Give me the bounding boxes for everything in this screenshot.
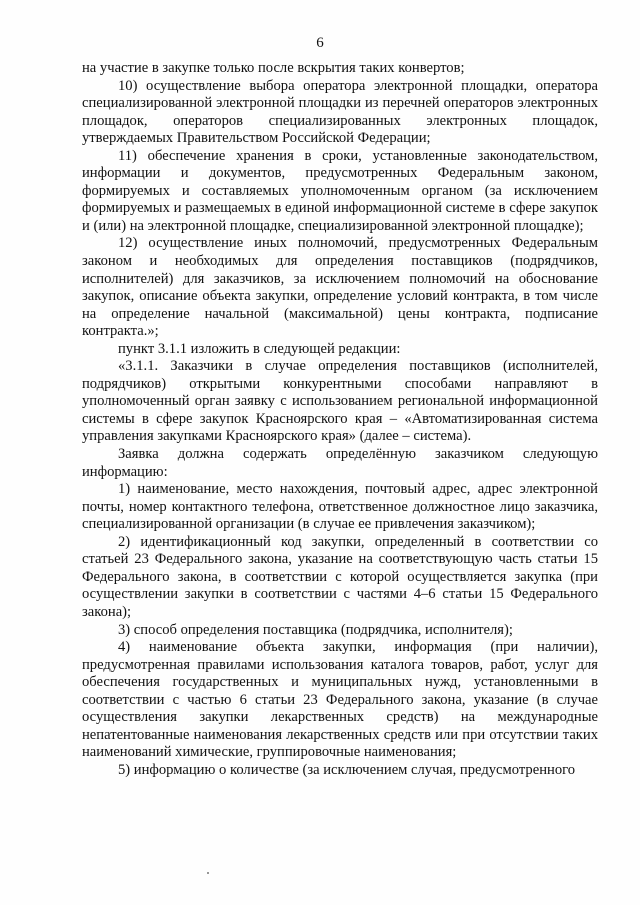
paragraph-item-12: 12) осуществление иных полномочий, предусмотренных Федеральным законом и необходимых для определения поставщиков (подрядчиков, исполнителей) для заказчиков, за исключением полномочий на обоснование закупок, описание объекта закупки, определение условий контракта, в том числе на определение начальной (максимальной) цены контракта, подписание контракта.»; <box>82 235 598 340</box>
paragraph-continuation: на участие в закупке только после вскрытия таких конвертов; <box>82 60 465 76</box>
paragraph-list-item-2: 2) идентификационный код закупки, определенный в соответствии со статьей 23 Федерального закона, указание на соответствующую часть статьи 15 Федерального закона, в соответствии с которой осуществляется закупка (при осуществлении закупки в соответствии с частями 4–6 статьи 15 Федерального закона); <box>82 533 598 620</box>
paragraph-list-item-5: 5) информацию о количестве (за исключением случая, предусмотренного <box>118 761 576 778</box>
document-body <box>82 60 598 779</box>
paragraph-3-1-1: «3.1.1. Заказчики в случае определения поставщиков (исполнителей, подрядчиков) открытыми конкурентными способами направляют в уполномоченный орган заявку с использованием региональной информационной системы в сфере закупок Красноярского края – «Автоматизированная система управления закупками Красноярского края» (далее – система). <box>82 358 598 445</box>
paragraph-list-item-4: 4) наименование объекта закупки, информация (при наличии), предусмотренная правилами использования каталога товаров, работ, услуг для обеспечения государственных и муниципальных нужд, установленными в соответствии с частью 6 статьи 23 Федерального закона, указание (в случае осуществления закупки лекарственных средств) на международные непатентованные наименования лекарственных средств или при отсутствии таких наименований химические, группировочные наименования; <box>82 639 598 761</box>
paragraph-item-11: 11) обеспечение хранения в сроки, установленные законодательством, информации и документов, предусмотренных Федеральным законом, формируемых и составляемых уполномоченным органом (за исключением формируемых и размещаемых в единой информационной системе в сфере закупок и (или) на электронной площадке, специализированной электронной площадке); <box>82 147 598 234</box>
paragraph-item-10: 10) осуществление выбора оператора электронной площадки, оператора специализированной электронной площадки из перечней операторов электронных площадок, операторов специализированных электронных площадок, утверждаемых Правительством Российской Федерации; <box>82 77 598 147</box>
scan-speck <box>207 872 209 874</box>
paragraph-list-item-3: 3) способ определения поставщика (подрядчика, исполнителя); <box>118 621 513 638</box>
page-number: 6 <box>316 35 324 51</box>
paragraph-amendment-intro: пункт 3.1.1 изложить в следующей редакции: <box>118 340 401 357</box>
paragraph-application-content: Заявка должна содержать определённую заказчиком следующую информацию: <box>82 446 598 480</box>
paragraph-list-item-1: 1) наименование, место нахождения, почтовый адрес, адрес электронной почты, номер контактного телефона, ответственное должностное лицо заказчика, специализированной организации (в случае ее привлечения заказчиком); <box>82 481 598 533</box>
